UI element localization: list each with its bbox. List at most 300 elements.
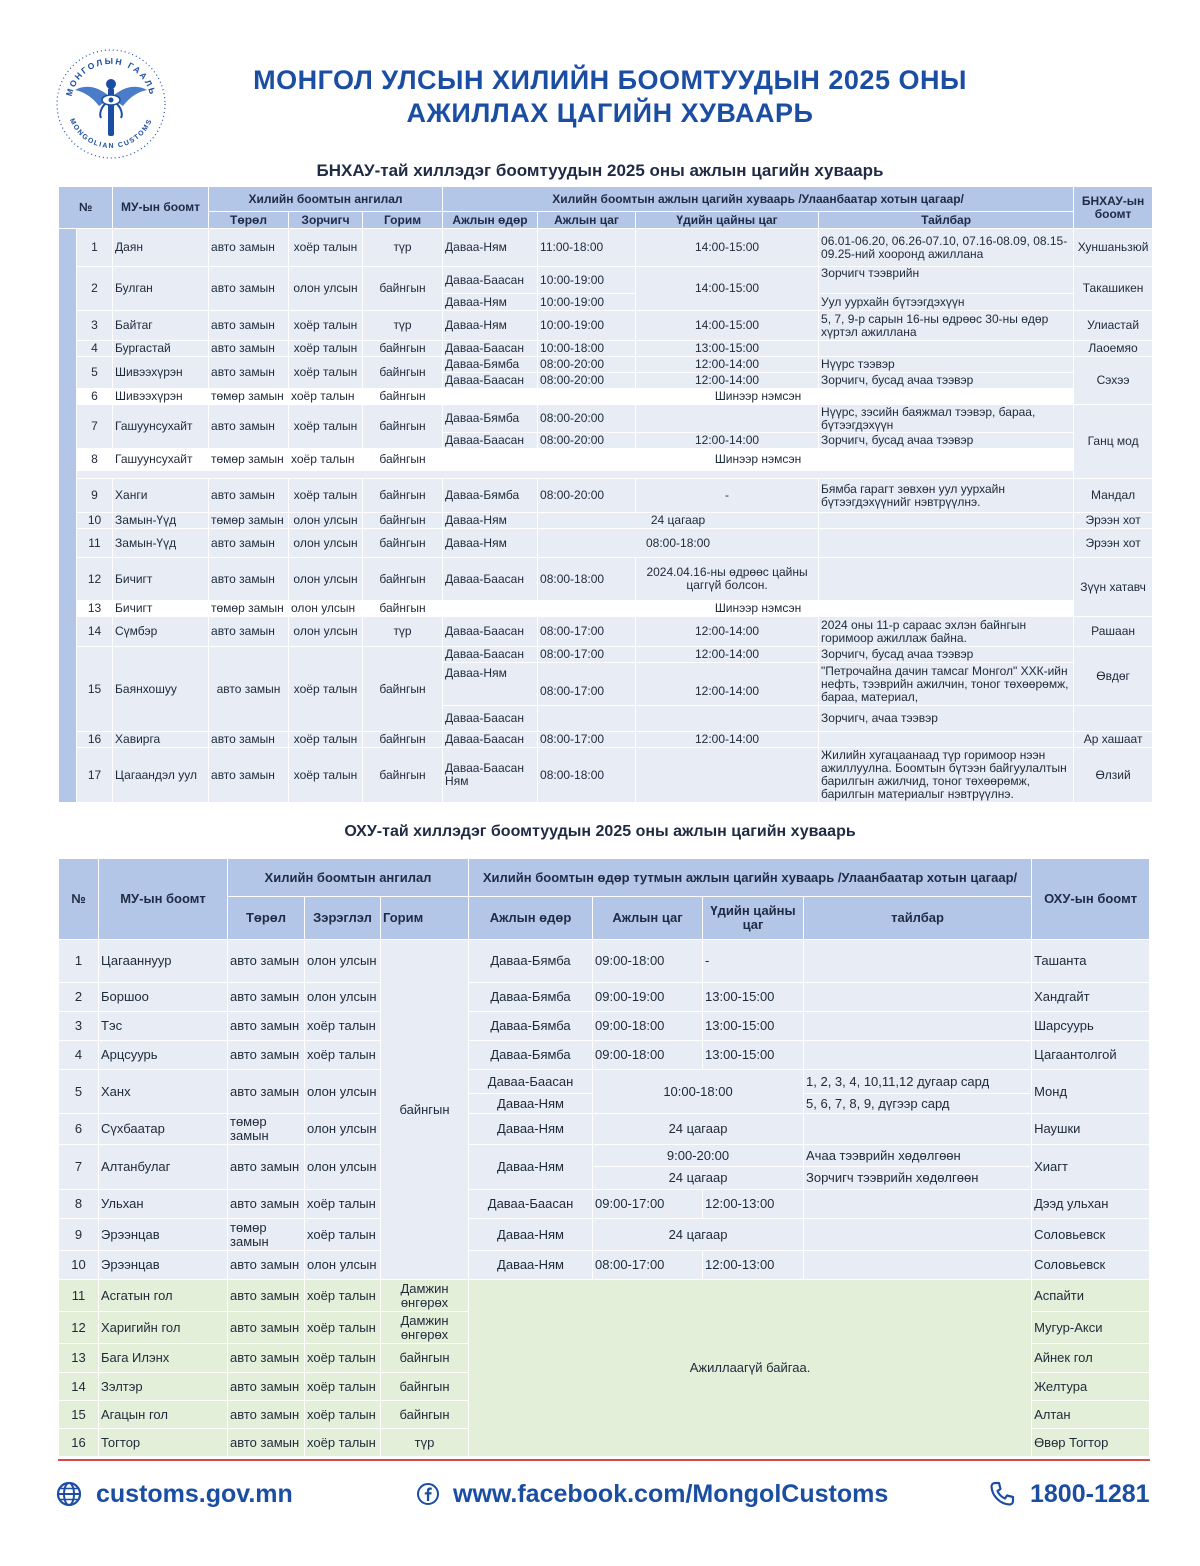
table-row bbox=[59, 405, 1153, 433]
table-row bbox=[59, 529, 1153, 558]
work-days: Даваа-Баасан bbox=[443, 706, 538, 732]
table-row bbox=[59, 1041, 1150, 1070]
port-name: Бага Илэнх bbox=[99, 1344, 228, 1373]
port-name: Цагаандэл уул bbox=[113, 748, 209, 803]
port-traffic: хоёр талын bbox=[289, 357, 363, 389]
port-type: авто замын bbox=[209, 558, 289, 601]
row-band bbox=[59, 229, 77, 803]
row-number: 4 bbox=[77, 341, 113, 357]
row-number: 17 bbox=[77, 748, 113, 803]
header-schedule: Хилийн боомтын ажлын цагийн хуваарь /Улаанбаатар хотын цагаар/ bbox=[443, 187, 1074, 212]
work-days: Даваа-Бямба bbox=[443, 405, 538, 433]
port-traffic: хоёр талын bbox=[289, 647, 363, 732]
port-type: төмөр замын bbox=[228, 1114, 305, 1145]
header-port: МУ-ын боомт bbox=[99, 859, 228, 940]
port-name: Булган bbox=[113, 267, 209, 311]
china-schedule-table bbox=[58, 186, 1153, 803]
row-number: 8 bbox=[77, 449, 113, 471]
row-number: 16 bbox=[77, 732, 113, 748]
table-row bbox=[59, 449, 1153, 471]
header-hours: Ажлын цаг bbox=[538, 212, 636, 229]
table-row bbox=[59, 229, 1153, 267]
work-hours: 08:00-20:00 bbox=[538, 373, 636, 389]
website-link[interactable]: customs.gov.mn bbox=[96, 1479, 293, 1508]
header-type: Төрөл bbox=[209, 212, 289, 229]
header-lunch: Үдийн цайны цаг bbox=[703, 897, 804, 940]
work-hours: 08:00-18:00 bbox=[538, 529, 819, 558]
header-foreign-port: ОХУ-ын боомт bbox=[1032, 859, 1150, 940]
foreign-port: Цагаантолгой bbox=[1032, 1041, 1150, 1070]
port-regime: байнгын bbox=[363, 479, 443, 513]
foreign-port: Хандгайт bbox=[1032, 983, 1150, 1012]
row-number: 3 bbox=[77, 311, 113, 341]
row-number: 15 bbox=[59, 1401, 99, 1429]
foreign-port: Мандал bbox=[1074, 479, 1153, 513]
header-lunch: Үдийн цайны цаг bbox=[636, 212, 819, 229]
note bbox=[804, 1041, 1032, 1070]
row-number: 6 bbox=[77, 389, 113, 405]
port-regime: байнгын bbox=[363, 405, 443, 449]
note: Зорчигч, бусад ачаа тээвэр bbox=[819, 647, 1074, 663]
work-days: Даваа-Бямба bbox=[469, 1041, 593, 1070]
lunch-hours bbox=[636, 405, 819, 433]
port-traffic: олон улсын bbox=[305, 1145, 381, 1190]
lunch-hours: 2024.04.16-ны өдрөөс цайны цаггүй болсон. bbox=[636, 558, 819, 601]
svg-text:МОНГОЛЫН ГААЛЬ: МОНГОЛЫН ГААЛЬ bbox=[63, 55, 159, 98]
note bbox=[804, 1012, 1032, 1041]
table-row bbox=[59, 940, 1150, 983]
work-hours: 09:00-18:00 bbox=[593, 940, 703, 983]
note bbox=[804, 1219, 1032, 1251]
lunch-hours: 12:00-14:00 bbox=[636, 617, 819, 647]
port-name: Даян bbox=[113, 229, 209, 267]
port-regime: байнгын bbox=[381, 1373, 469, 1401]
foreign-port: Лаоемяо bbox=[1074, 341, 1153, 357]
header-hours: Ажлын цаг bbox=[593, 897, 703, 940]
port-type: төмөр замын bbox=[209, 601, 289, 617]
row-number: 10 bbox=[77, 513, 113, 529]
port-traffic: хоёр талын bbox=[305, 1219, 381, 1251]
work-hours: 08:00-17:00 bbox=[538, 647, 636, 663]
note: Шинээр нэмсэн bbox=[443, 449, 1074, 471]
note: Уул уурхайн бүтээгдэхүүн bbox=[819, 294, 1074, 311]
work-days: Даваа-Баасан bbox=[443, 341, 538, 357]
port-traffic: хоёр талын bbox=[289, 479, 363, 513]
table-row bbox=[59, 1070, 1150, 1094]
work-days: Даваа-Баасан bbox=[443, 732, 538, 748]
table-row bbox=[59, 983, 1150, 1012]
port-traffic: олон улсын bbox=[305, 1070, 381, 1114]
globe-icon bbox=[56, 1481, 82, 1507]
lunch-hours: 12:00-14:00 bbox=[636, 357, 819, 373]
foreign-port: Алтан bbox=[1032, 1401, 1150, 1429]
port-regime: байнгын bbox=[363, 513, 443, 529]
port-traffic: хоёр талын bbox=[289, 389, 363, 405]
work-hours bbox=[538, 706, 636, 732]
port-regime: түр bbox=[363, 311, 443, 341]
port-type: авто замын bbox=[209, 405, 289, 449]
note: Зорчигч тээврийн bbox=[819, 267, 1074, 294]
foreign-port: Желтура bbox=[1032, 1373, 1150, 1401]
port-name: Байтаг bbox=[113, 311, 209, 341]
spacer-row bbox=[59, 471, 1153, 479]
note bbox=[804, 1190, 1032, 1219]
work-hours: 24 цагаар bbox=[593, 1114, 804, 1145]
work-hours: 10:00-19:00 bbox=[538, 294, 636, 311]
header-number: № bbox=[59, 187, 113, 229]
foreign-port: Мугур-Акси bbox=[1032, 1312, 1150, 1344]
port-traffic: хоёр талын bbox=[289, 341, 363, 357]
note: 5, 6, 7, 8, 9, дүгээр сард bbox=[804, 1094, 1032, 1114]
port-name: Баянхошуу bbox=[113, 647, 209, 732]
lunch-hours: - bbox=[636, 479, 819, 513]
table-row bbox=[59, 647, 1153, 663]
table-row bbox=[59, 1190, 1150, 1219]
foreign-port: Соловьевск bbox=[1032, 1219, 1150, 1251]
port-traffic: хоёр талын bbox=[305, 1312, 381, 1344]
foreign-port: Такашикен bbox=[1074, 267, 1153, 311]
port-regime: Дамжин өнгөрөх bbox=[381, 1312, 469, 1344]
lunch-hours: 12:00-14:00 bbox=[636, 647, 819, 663]
port-name: Гашуунсухайт bbox=[113, 449, 209, 471]
port-name: Ульхан bbox=[99, 1190, 228, 1219]
table-row bbox=[59, 1012, 1150, 1041]
work-hours: 24 цагаар bbox=[593, 1167, 804, 1190]
port-traffic: хоёр талын bbox=[305, 1429, 381, 1457]
russia-schedule-table bbox=[58, 858, 1150, 1457]
row-number: 13 bbox=[77, 601, 113, 617]
foreign-port: Зүүн хатавч bbox=[1074, 558, 1153, 617]
port-traffic: хоёр талын bbox=[289, 229, 363, 267]
work-hours: 09:00-17:00 bbox=[593, 1190, 703, 1219]
port-type: авто замын bbox=[228, 1429, 305, 1457]
work-days: Даваа-Баасан bbox=[443, 647, 538, 663]
foreign-port: Эрээн хот bbox=[1074, 529, 1153, 558]
table-row bbox=[59, 389, 1153, 405]
facebook-icon bbox=[417, 1483, 439, 1505]
port-traffic: хоёр талын bbox=[289, 732, 363, 748]
work-hours: 11:00-18:00 bbox=[538, 229, 636, 267]
work-hours: 10:00-19:00 bbox=[538, 311, 636, 341]
port-name: Асгатын гол bbox=[99, 1280, 228, 1312]
table-row bbox=[59, 1280, 1150, 1312]
row-number: 1 bbox=[77, 229, 113, 267]
port-type: авто замын bbox=[209, 267, 289, 311]
foreign-port: Хуншаньзюй bbox=[1074, 229, 1153, 267]
row-number: 11 bbox=[77, 529, 113, 558]
port-type: авто замын bbox=[209, 732, 289, 748]
port-type: авто замын bbox=[209, 341, 289, 357]
row-number: 9 bbox=[77, 479, 113, 513]
port-type: авто замын bbox=[228, 1312, 305, 1344]
note: Бямба гарагт зөвхөн уул уурхайн бүтээгдэхүүнийг нэвтрүүлнэ. bbox=[819, 479, 1074, 513]
header-number: № bbox=[59, 859, 99, 940]
header-note: Тайлбар bbox=[819, 212, 1074, 229]
table-row bbox=[59, 617, 1153, 647]
port-name: Цагааннуур bbox=[99, 940, 228, 983]
port-traffic: олон улсын bbox=[289, 513, 363, 529]
port-regime: байнгын bbox=[363, 389, 443, 405]
work-days: Даваа-Ням bbox=[443, 529, 538, 558]
foreign-port: Ташанта bbox=[1032, 940, 1150, 983]
footer-website[interactable] bbox=[56, 1474, 293, 1514]
foreign-port: Ар хашаат bbox=[1074, 732, 1153, 748]
row-number: 7 bbox=[59, 1145, 99, 1190]
foreign-port: Шарсуурь bbox=[1032, 1012, 1150, 1041]
port-type: авто замын bbox=[209, 748, 289, 803]
note: Шинээр нэмсэн bbox=[443, 601, 1074, 617]
work-days: Даваа-Ням bbox=[443, 513, 538, 529]
work-hours: 09:00-18:00 bbox=[593, 1041, 703, 1070]
port-type: авто замын bbox=[209, 229, 289, 267]
foreign-port: Аспайти bbox=[1032, 1280, 1150, 1312]
port-name: Алтанбулаг bbox=[99, 1145, 228, 1190]
work-days: Даваа-Бямба bbox=[443, 357, 538, 373]
lunch-hours: - bbox=[703, 940, 804, 983]
note: Нүүрс, зэсийн баяжмал тээвэр, бараа, бүтээгдэхүүн bbox=[819, 405, 1074, 433]
lunch-hours bbox=[636, 748, 819, 803]
port-type: авто замын bbox=[228, 1401, 305, 1429]
port-type: авто замын bbox=[228, 1145, 305, 1190]
note: Ачаа тээврийн хөдөлгөөн bbox=[804, 1145, 1032, 1167]
table-row bbox=[59, 1251, 1150, 1280]
work-days: Даваа-Ням bbox=[443, 294, 538, 311]
work-days: Даваа-Баасан bbox=[469, 1070, 593, 1094]
port-name: Харигийн гол bbox=[99, 1312, 228, 1344]
note: Зорчигч, бусад ачаа тээвэр bbox=[819, 433, 1074, 449]
note: 2024 оны 11-р сараас эхлэн байнгын горимоор ажиллаж байна. bbox=[819, 617, 1074, 647]
port-regime: байнгын bbox=[363, 529, 443, 558]
lunch-hours: 13:00-15:00 bbox=[703, 983, 804, 1012]
work-hours: 08:00-20:00 bbox=[538, 357, 636, 373]
port-type: төмөр замын bbox=[209, 513, 289, 529]
facebook-link[interactable]: www.facebook.com/MongolCustoms bbox=[453, 1479, 889, 1508]
header-note: тайлбар bbox=[804, 897, 1032, 940]
table-row bbox=[59, 1219, 1150, 1251]
port-traffic: олон улсын bbox=[289, 601, 363, 617]
lunch-hours bbox=[636, 706, 819, 732]
port-type: авто замын bbox=[228, 1344, 305, 1373]
port-name: Сүхбаатар bbox=[99, 1114, 228, 1145]
header-foreign-port: БНХАУ-ын боомт bbox=[1074, 187, 1153, 229]
note: 06.01-06.20, 06.26-07.10, 07.16-08.09, 08.15-09.25-ний хооронд ажиллана bbox=[819, 229, 1074, 267]
port-regime: байнгын bbox=[363, 647, 443, 732]
work-hours: 09:00-19:00 bbox=[593, 983, 703, 1012]
row-number: 2 bbox=[59, 983, 99, 1012]
footer-phone[interactable] bbox=[988, 1474, 1150, 1514]
note bbox=[819, 732, 1074, 748]
lunch-hours: 14:00-15:00 bbox=[636, 229, 819, 267]
work-hours: 24 цагаар bbox=[538, 513, 819, 529]
work-hours: 08:00-17:00 bbox=[538, 617, 636, 647]
port-type: төмөр замын bbox=[209, 389, 289, 405]
foreign-port: Монд bbox=[1032, 1070, 1150, 1114]
port-traffic: олон улсын bbox=[289, 529, 363, 558]
note bbox=[804, 1114, 1032, 1145]
work-hours: 08:00-18:00 bbox=[538, 558, 636, 601]
lunch-hours: 14:00-15:00 bbox=[636, 267, 819, 311]
table-row bbox=[59, 267, 1153, 294]
inactive-notice: Ажиллаагүй байгаа. bbox=[469, 1280, 1032, 1457]
port-type: авто замын bbox=[209, 479, 289, 513]
port-name: Тогтор bbox=[99, 1429, 228, 1457]
lunch-hours: 12:00-13:00 bbox=[703, 1251, 804, 1280]
port-traffic: хоёр талын bbox=[305, 1012, 381, 1041]
foreign-port: Соловьевск bbox=[1032, 1251, 1150, 1280]
row-number: 6 bbox=[59, 1114, 99, 1145]
port-name: Замын-Үүд bbox=[113, 529, 209, 558]
note: Зорчигч тээврийн хөдөлгөөн bbox=[804, 1167, 1032, 1190]
port-traffic: олон улсын bbox=[305, 1114, 381, 1145]
row-number: 7 bbox=[77, 405, 113, 449]
table-row bbox=[59, 513, 1153, 529]
footer-facebook[interactable] bbox=[417, 1474, 888, 1514]
row-number: 3 bbox=[59, 1012, 99, 1041]
work-hours: 08:00-20:00 bbox=[538, 405, 636, 433]
table-row bbox=[59, 732, 1153, 748]
work-hours: 10:00-18:00 bbox=[593, 1070, 804, 1114]
port-name: Сүмбэр bbox=[113, 617, 209, 647]
port-type: авто замын bbox=[209, 617, 289, 647]
note: "Петрочайна дачин тамсаг Монгол" ХХК-ийн нефть, тээврийн ажилчин, тоног төхөөрөмж, бараа, материал, bbox=[819, 663, 1074, 706]
port-traffic: хоёр талын bbox=[305, 1190, 381, 1219]
row-number: 5 bbox=[77, 357, 113, 389]
port-type: авто замын bbox=[228, 1041, 305, 1070]
work-days: Даваа-Баасан bbox=[443, 267, 538, 294]
row-number: 8 bbox=[59, 1190, 99, 1219]
port-traffic: хоёр талын bbox=[305, 1401, 381, 1429]
work-days: Даваа-Ням bbox=[469, 1094, 593, 1114]
work-days: Даваа-Баасан bbox=[469, 1190, 593, 1219]
work-days: Даваа-Бямба bbox=[443, 479, 538, 513]
note bbox=[819, 341, 1074, 357]
port-traffic: олон улсын bbox=[305, 1251, 381, 1280]
work-days: Даваа-Ням bbox=[443, 311, 538, 341]
work-hours: 08:00-20:00 bbox=[538, 433, 636, 449]
note: Жилийн хугацаанаад түр горимоор нээн ажиллуулна. Боомтын бүтээн байгуулалтын барилгын ажилчид, тоног төхөөрөмж, барилгын материалыг нэвтрүүлнэ. bbox=[819, 748, 1074, 803]
table-row bbox=[59, 311, 1153, 341]
table-row bbox=[59, 748, 1153, 803]
note bbox=[804, 1251, 1032, 1280]
lunch-hours: 12:00-14:00 bbox=[636, 373, 819, 389]
work-days: Даваа-Баасан bbox=[443, 617, 538, 647]
port-traffic: хоёр талын bbox=[305, 1280, 381, 1312]
footer-divider bbox=[58, 1459, 1150, 1461]
work-days: Даваа-Бямба bbox=[469, 983, 593, 1012]
port-type: авто замын bbox=[228, 983, 305, 1012]
port-type: авто замын bbox=[209, 647, 289, 732]
work-hours: 10:00-18:00 bbox=[538, 341, 636, 357]
port-name: Эрээнцав bbox=[99, 1219, 228, 1251]
port-traffic: олон улсын bbox=[289, 617, 363, 647]
header-port: МУ-ын боомт bbox=[113, 187, 209, 229]
port-regime: түр bbox=[381, 1429, 469, 1457]
port-regime: түр bbox=[363, 229, 443, 267]
port-regime: байнгын bbox=[363, 748, 443, 803]
work-hours: 24 цагаар bbox=[593, 1219, 804, 1251]
port-regime: байнгын bbox=[381, 1344, 469, 1373]
row-number: 14 bbox=[77, 617, 113, 647]
port-type: авто замын bbox=[209, 529, 289, 558]
port-name: Шивээхүрэн bbox=[113, 389, 209, 405]
lunch-hours: 13:00-15:00 bbox=[703, 1012, 804, 1041]
port-regime: байнгын bbox=[363, 357, 443, 389]
port-name: Замын-Үүд bbox=[113, 513, 209, 529]
page-title-line-1: МОНГОЛ УЛСЫН ХИЛИЙН БООМТУУДЫН 2025 ОНЫ bbox=[253, 65, 967, 95]
port-name: Агацын гол bbox=[99, 1401, 228, 1429]
table-row bbox=[59, 558, 1153, 601]
foreign-port: Дээд ульхан bbox=[1032, 1190, 1150, 1219]
row-number: 1 bbox=[59, 940, 99, 983]
note bbox=[804, 983, 1032, 1012]
port-regime: байнгын bbox=[363, 732, 443, 748]
port-name: Зэлтэр bbox=[99, 1373, 228, 1401]
port-name: Тэс bbox=[99, 1012, 228, 1041]
note bbox=[804, 940, 1032, 983]
port-type: төмөр замын bbox=[209, 449, 289, 471]
foreign-port: Сэхээ bbox=[1074, 357, 1153, 405]
header-type: Төрөл bbox=[228, 897, 305, 940]
port-regime: байнгын bbox=[363, 558, 443, 601]
phone-number[interactable]: 1800-1281 bbox=[1030, 1479, 1150, 1508]
work-days: Даваа-Бямба bbox=[469, 940, 593, 983]
work-days: Даваа-Баасан Ням bbox=[443, 748, 538, 803]
port-name: Ханх bbox=[99, 1070, 228, 1114]
work-hours: 08:00-20:00 bbox=[538, 479, 636, 513]
table-row bbox=[59, 357, 1153, 373]
port-type: авто замын bbox=[228, 1190, 305, 1219]
work-days: Даваа-Ням bbox=[469, 1114, 593, 1145]
lunch-hours: 12:00-13:00 bbox=[703, 1190, 804, 1219]
port-name: Гашуунсухайт bbox=[113, 405, 209, 449]
work-days: Даваа-Баасан bbox=[443, 558, 538, 601]
port-regime: байнгын bbox=[381, 940, 469, 1280]
foreign-port bbox=[1074, 706, 1153, 732]
header-classification: Хилийн боомтын ангилал bbox=[228, 859, 469, 897]
foreign-port: Ганц мод bbox=[1074, 405, 1153, 479]
note: 1, 2, 3, 4, 10,11,12 дугаар сард bbox=[804, 1070, 1032, 1094]
header-classification: Хилийн боомтын ангилал bbox=[209, 187, 443, 212]
note: Шинээр нэмсэн bbox=[443, 389, 1074, 405]
note: Зорчигч, бусад ачаа тээвэр bbox=[819, 373, 1074, 389]
port-regime: байнгын bbox=[363, 341, 443, 357]
lunch-hours: 12:00-14:00 bbox=[636, 663, 819, 706]
lunch-hours: 13:00-15:00 bbox=[636, 341, 819, 357]
port-name: Бичигт bbox=[113, 601, 209, 617]
port-traffic: олон улсын bbox=[289, 267, 363, 311]
header-traffic: Зорчигч bbox=[289, 212, 363, 229]
port-name: Бичигт bbox=[113, 558, 209, 601]
note: Нүүрс тээвэр bbox=[819, 357, 1074, 373]
work-days: Даваа-Ням bbox=[443, 663, 538, 706]
port-regime: Дамжин өнгөрөх bbox=[381, 1280, 469, 1312]
port-type: авто замын bbox=[209, 311, 289, 341]
header-regime: Горим bbox=[381, 897, 469, 940]
port-traffic: хоёр талын bbox=[305, 1373, 381, 1401]
port-name: Боршоо bbox=[99, 983, 228, 1012]
note: Зорчигч, ачаа тээвэр bbox=[819, 706, 1074, 732]
port-regime: байнгын bbox=[363, 449, 443, 471]
page-title-line-2: АЖИЛЛАХ ЦАГИЙН ХУВААРЬ bbox=[406, 98, 814, 128]
row-number: 11 bbox=[59, 1280, 99, 1312]
work-days: Даваа-Ням bbox=[469, 1219, 593, 1251]
foreign-port: Улиастай bbox=[1074, 311, 1153, 341]
table-row bbox=[59, 1145, 1150, 1167]
port-name: Хавирга bbox=[113, 732, 209, 748]
port-regime: байнгын bbox=[381, 1401, 469, 1429]
work-days: Даваа-Баасан bbox=[443, 433, 538, 449]
svg-text:MONGOLIAN CUSTOMS: MONGOLIAN CUSTOMS bbox=[67, 117, 155, 151]
